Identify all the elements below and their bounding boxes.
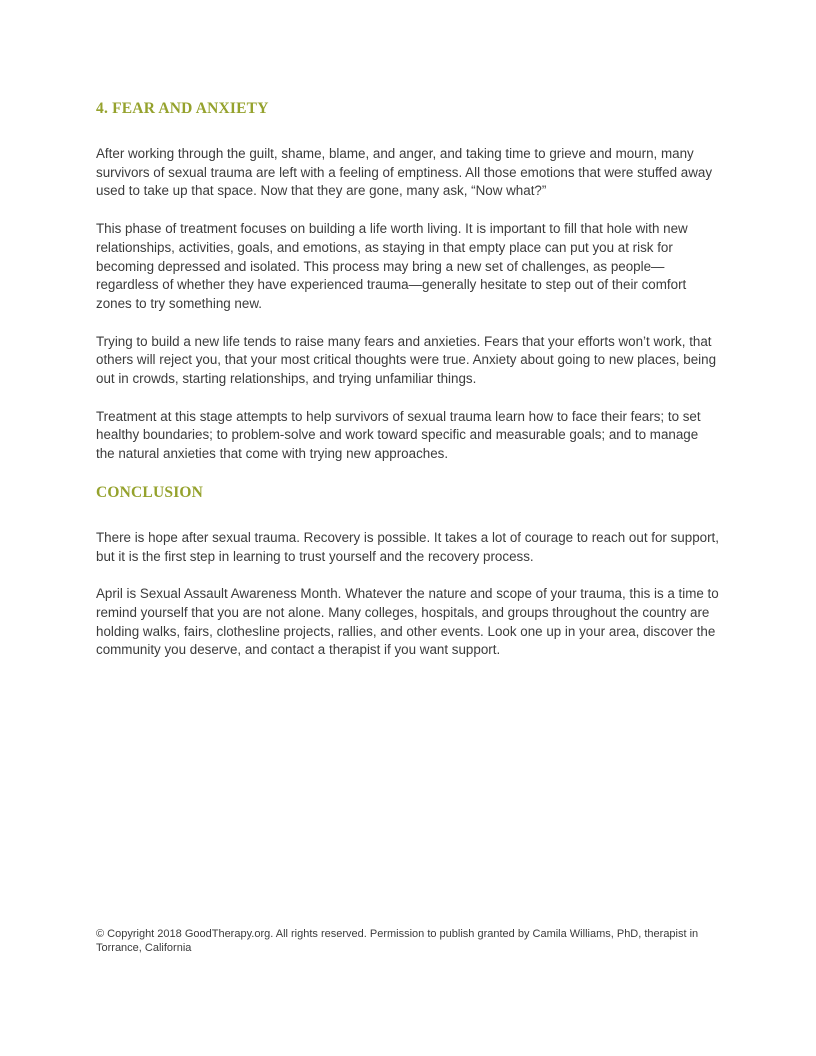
paragraph: Trying to build a new life tends to raise many fears and anxieties. Fears that your efforts won’t work, that others will reject you, that your most critical thoughts were true. Anxiety about going to new places, being out in crowds, starting relationships, and trying unfamiliar things. <box>96 333 717 387</box>
section-heading: 4. FEAR AND ANXIETY <box>96 100 269 117</box>
paragraph: Treatment at this stage attempts to help survivors of sexual trauma learn how to face their fears; to set healthy boundaries; to problem-solve and work toward specific and measurable goals; and to manage the natural anxieties that come with trying new approaches. <box>96 408 701 462</box>
paragraph: This phase of treatment focuses on building a life worth living. It is important to fill that hole with new relationships, activities, goals, and emotions, as staying in that empty place can put you at risk for becoming depressed and isolated. This process may bring a new set of challenges, as people—regardless of whether they have experienced trauma—generally hesitate to step out of their comfort zones to try something new. <box>96 221 688 311</box>
section-fear-anxiety <box>96 99 720 464</box>
paragraph: There is hope after sexual trauma. Recovery is possible. It takes a lot of courage to reach out for support, but it is the first step in learning to trust yourself and the recovery process. <box>96 529 719 564</box>
footer-copyright: © Copyright 2018 GoodTherapy.org. All rights reserved. Permission to publish granted by Camila Williams, PhD, therapist in Torrance, California <box>96 928 699 954</box>
section-conclusion <box>96 483 720 660</box>
section-heading: CONCLUSION <box>96 483 204 501</box>
paragraph: April is Sexual Assault Awareness Month. Whatever the nature and scope of your trauma, this is a time to remind yourself that you are not alone. Many colleges, hospitals, and groups throughout the country are holding walks, fairs, clothesline projects, rallies, and other events. Look one up in your area, discover the community you deserve, and contact a therapist if you want support. <box>96 586 719 658</box>
paragraph: After working through the guilt, shame, blame, and anger, and taking time to grieve and mourn, many survivors of sexual trauma are left with a feeling of emptiness. All those emotions that were stuffed away used to take up that space. Now that they are gone, many ask, “Now what?” <box>96 146 713 199</box>
